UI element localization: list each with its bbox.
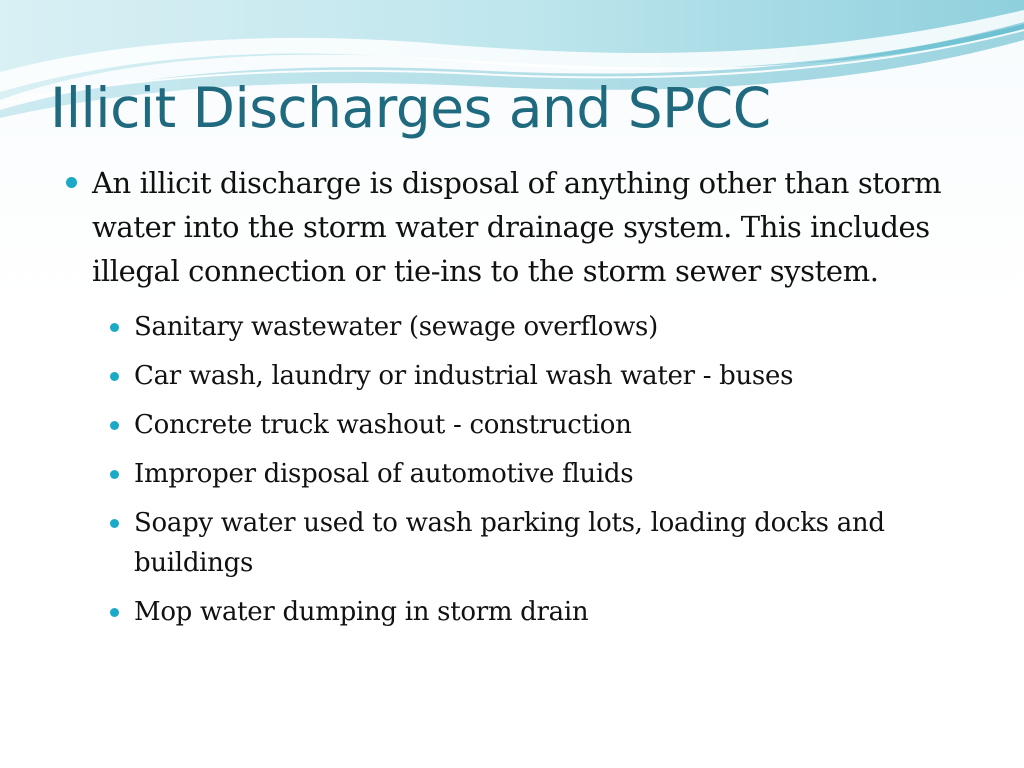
sub-bullet-item: [134, 592, 982, 632]
sub-bullet-text: Improper disposal of automotive fluids: [134, 459, 634, 489]
sub-bullet-text: Sanitary wastewater (sewage overflows): [134, 312, 658, 342]
bullet-dot-icon: [110, 323, 119, 332]
bullet-dot-icon: [110, 470, 119, 479]
sub-bullet-item: [134, 356, 982, 396]
sub-bullet-item: [134, 307, 982, 347]
sub-bullet-text: Mop water dumping in storm drain: [134, 597, 589, 627]
sub-bullet-text: Soapy water used to wash parking lots, loading docks and buildings: [134, 508, 885, 578]
bullet-dot-icon: [110, 421, 119, 430]
sub-bullet-list: [134, 307, 982, 632]
sub-bullet-text: Concrete truck washout - construction: [134, 410, 632, 440]
sub-bullet-item: [134, 454, 982, 494]
bullet-dot-icon: [110, 519, 119, 528]
bullet-dot-icon: [110, 608, 119, 617]
sub-bullet-item: [134, 503, 982, 583]
main-bullet-item: [92, 161, 982, 293]
sub-bullet-item: [134, 405, 982, 445]
slide-title: Illicit Discharges and SPCC: [50, 76, 771, 140]
sub-bullet-text: Car wash, laundry or industrial wash water - buses: [134, 361, 794, 391]
bullet-dot-icon: [66, 177, 77, 188]
slide-body: [92, 161, 982, 641]
bullet-dot-icon: [110, 372, 119, 381]
main-bullet-text: An illicit discharge is disposal of anything other than storm water into the storm water drainage system. This includes illegal connection or tie-ins to the storm sewer system.: [92, 166, 942, 288]
